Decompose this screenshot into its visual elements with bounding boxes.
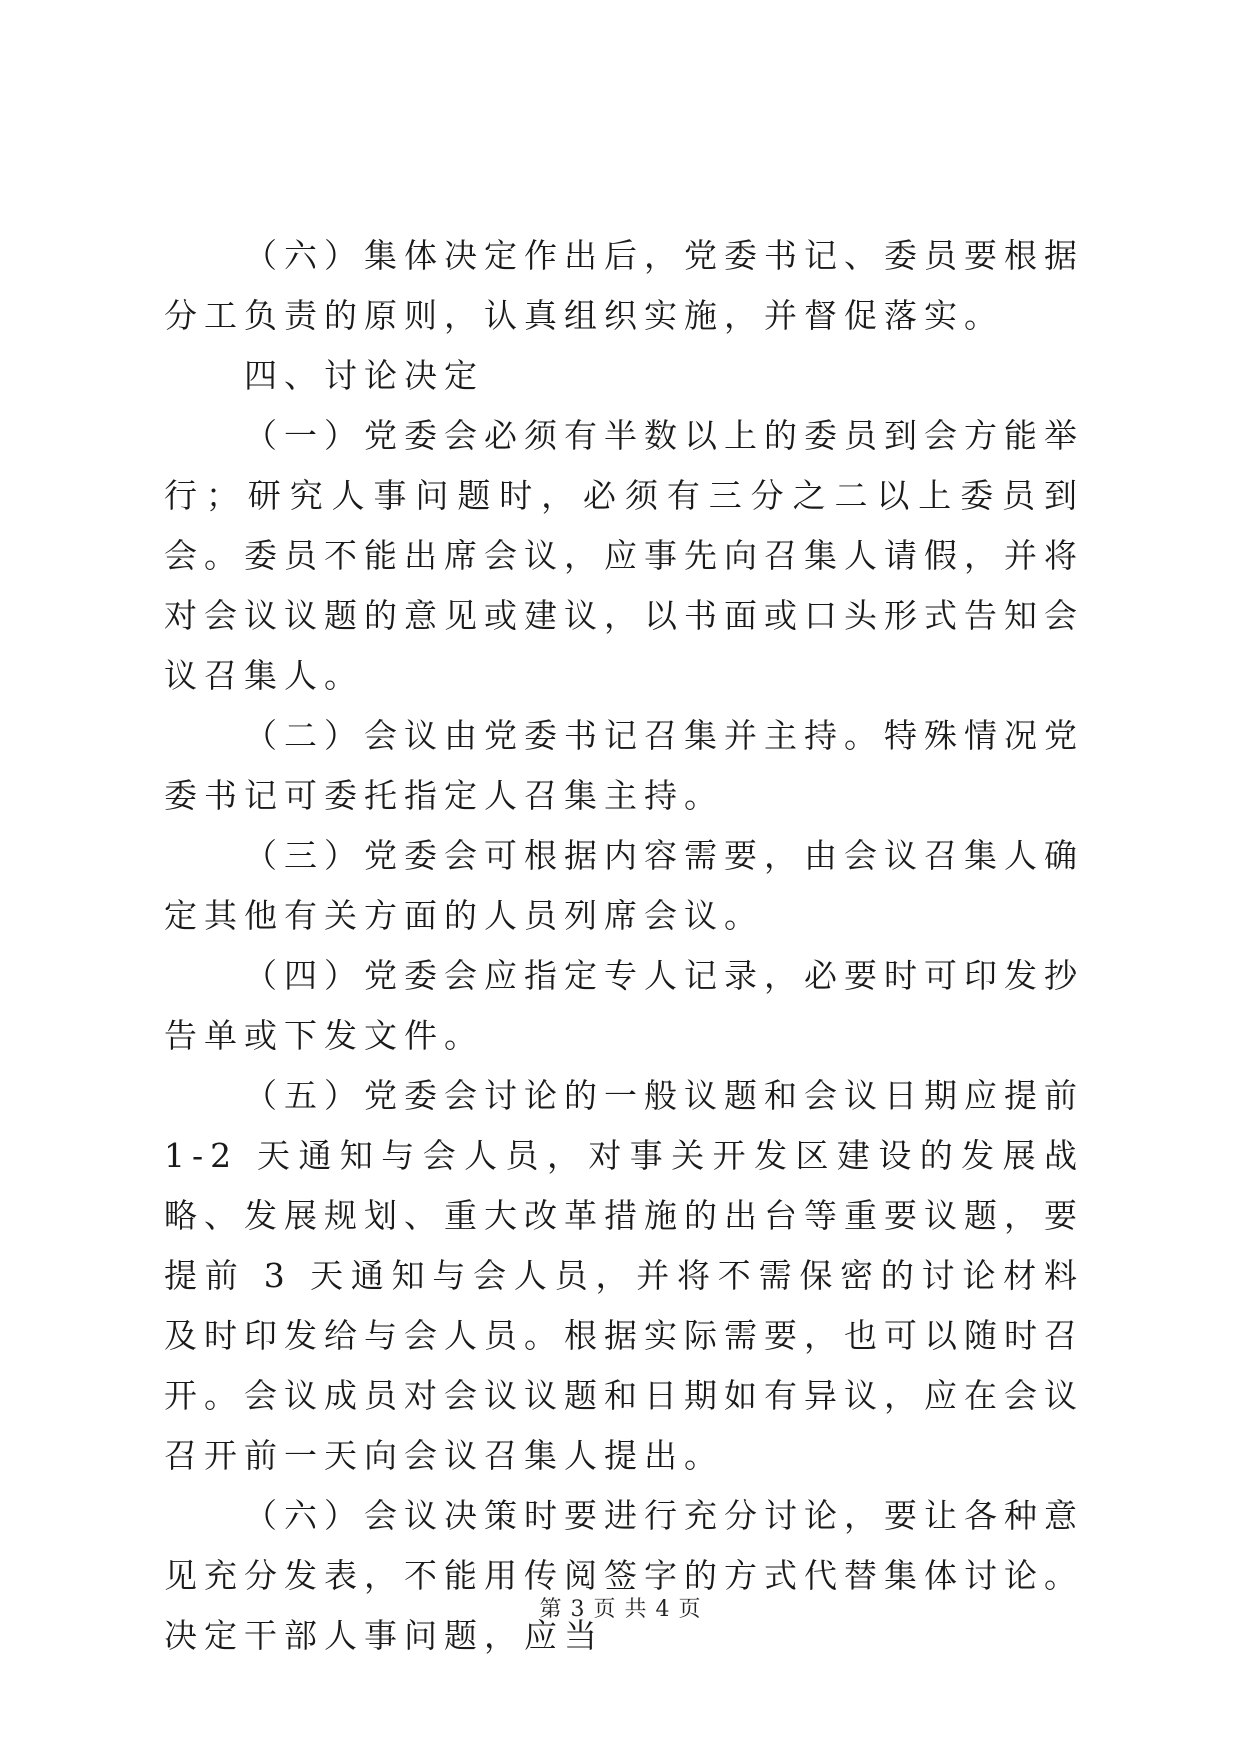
paragraph-item-5-notice: （五）党委会讨论的一般议题和会议日期应提前 1-2 天通知与会人员，对事关开发区建设的发展战略、发展规划、重大改革措施的出台等重要议题，要提前 3 天通知与会人员，并将不需保密的讨论材料及时印发给与会人员。根据实际需要，也可以随时召开。会议成员对会议议题和日期如有异议，应在会议召开前一天向会议召集人提出。: [164, 1076, 1084, 1475]
section-heading-discussion-decision: 四、讨论决定: [244, 356, 484, 395]
paragraph-item-6-implementation: （六）集体决定作出后，党委书记、委员要根据分工负责的原则，认真组织实施，并督促落实。: [164, 236, 1084, 335]
paragraph-item-6-decision-making: （六）会议决策时要进行充分讨论，要让各种意见充分发表，不能用传阅签字的方式代替集体讨论。决定干部人事问题，应当: [164, 1496, 1084, 1655]
page-footer: 第 3 页 共 4 页: [539, 1597, 702, 1622]
paragraph-item-1-quorum: （一）党委会必须有半数以上的委员到会方能举行；研究人事问题时，必须有三分之二以上委员到会。委员不能出席会议，应事先向召集人请假，并将对会议议题的意见或建议，以书面或口头形式告知会议召集人。: [164, 416, 1084, 695]
paragraph-item-2-convening: （二）会议由党委书记召集并主持。特殊情况党委书记可委托指定人召集主持。: [164, 716, 1084, 815]
paragraph-item-3-attendees: （三）党委会可根据内容需要，由会议召集人确定其他有关方面的人员列席会议。: [164, 836, 1084, 935]
paragraph-item-4-records: （四）党委会应指定专人记录，必要时可印发抄告单或下发文件。: [164, 956, 1084, 1055]
document-body: [164, 226, 1084, 1666]
